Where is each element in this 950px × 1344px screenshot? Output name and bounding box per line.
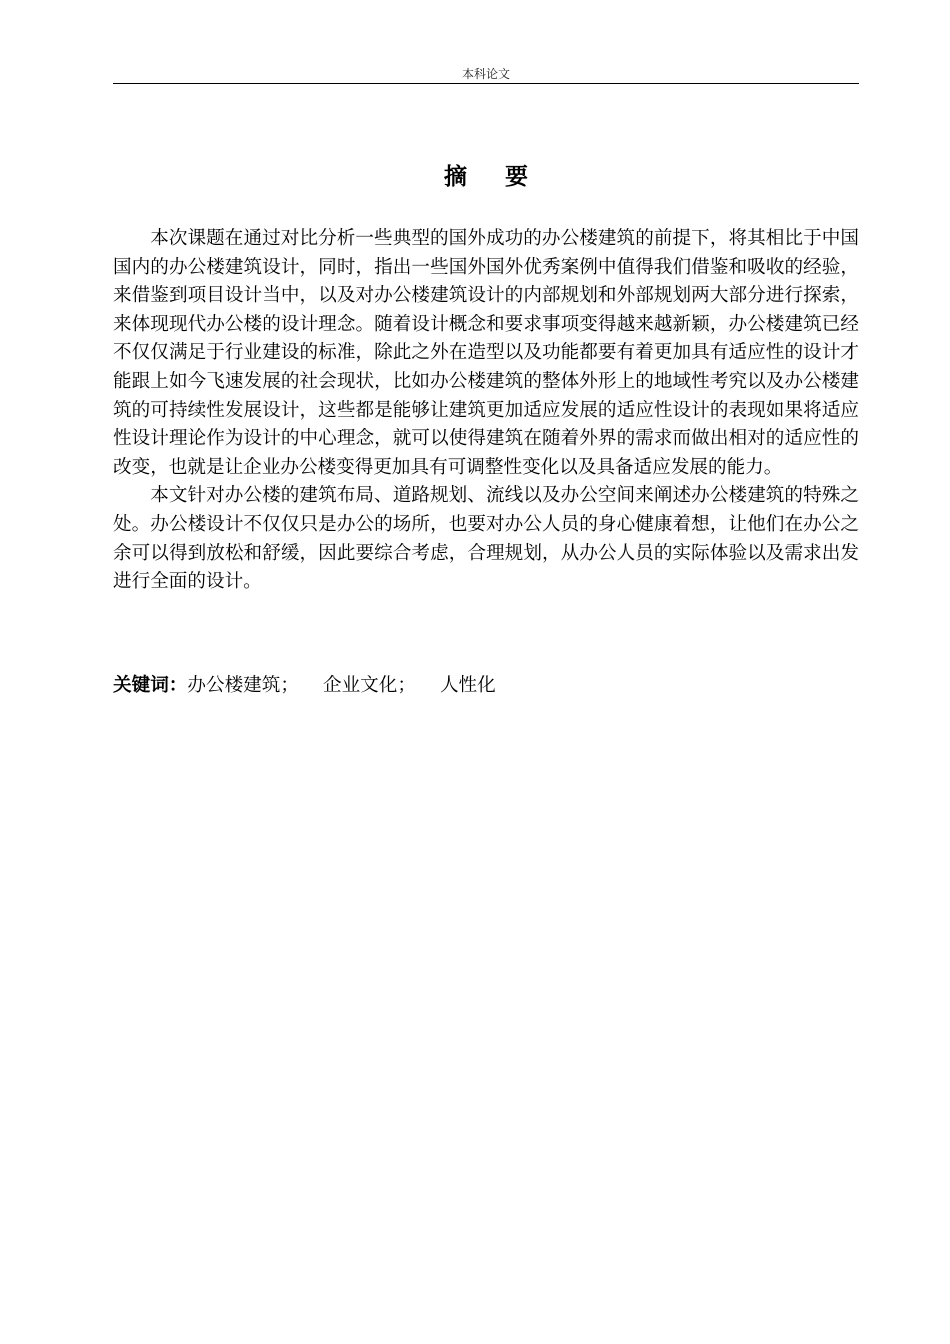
abstract-body [113,225,859,597]
keyword-item: 办公楼建筑； [187,675,299,696]
abstract-title: 摘要 [444,163,566,190]
page-header: 本科论文 [461,67,510,81]
keywords-label: 关键词： [113,675,188,696]
keyword-item: 企业文化； [322,675,416,696]
keywords-line [113,672,859,700]
abstract-paragraph-2: 本文针对办公楼的建筑布局、道路规划、流线以及办公空间来阐述办公楼建筑的特殊之处。办公楼设计不仅仅只是办公的场所，也要对办公人员的身心健康着想，让他们在办公之余可以得到放松和舒缓，因此要综合考虑，合理规划，从办公人员的实际体验以及需求出发进行全面的设计。 [113,485,859,593]
keyword-item: 人性化 [439,675,496,696]
abstract-paragraph-1: 本次课题在通过对比分析一些典型的国外成功的办公楼建筑的前提下，将其相比于中国国内的办公楼建筑设计，同时，指出一些国外国外优秀案例中值得我们借鉴和吸收的经验，来借鉴到项目设计当中，以及对办公楼建筑设计的内部规划和外部规划两大部分进行探索，来体现现代办公楼的设计理念。随着设计概念和要求事项变得越来越新颖，办公楼建筑已经不仅仅满足于行业建设的标准，除此之外在造型以及功能都要有着更加具有适应性的设计才能跟上如今飞速发展的社会现状，比如办公楼建筑的整体外形上的地域性考究以及办公楼建筑的可持续性发展设计，这些都是能够让建筑更加适应发展的适应性设计的表现如果将适应性设计理论作为设计的中心理念，就可以使得建筑在随着外界的需求而做出相对的适应性的改变，也就是让企业办公楼变得更加具有可调整性变化以及具备适应发展的能力。 [113,228,859,478]
header-divider [113,83,859,84]
